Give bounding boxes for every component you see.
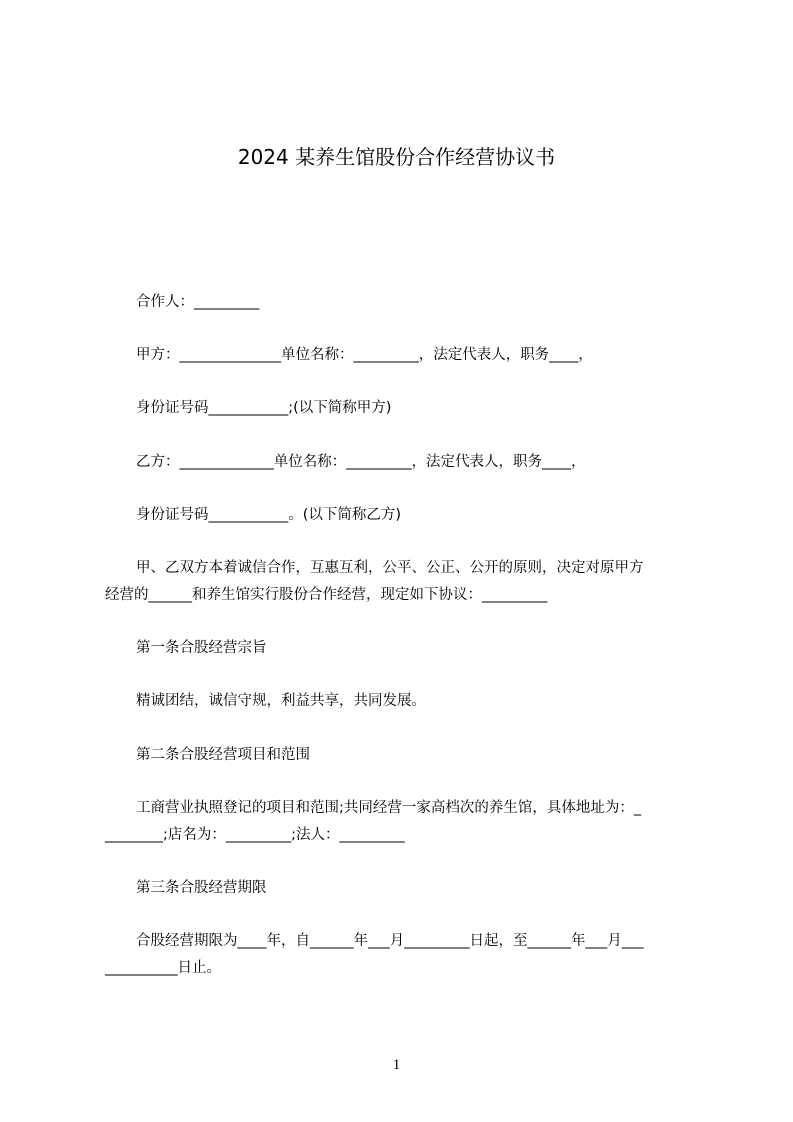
document-title: 2024 某养生馆股份合作经营协议书 xyxy=(237,145,556,169)
party-b-id-line: 身份证号码___________。(以下简称乙方) xyxy=(136,507,402,523)
party-b-line: 乙方：_____________单位名称：_________，法定代表人，职务____， xyxy=(136,454,586,470)
page-number: 1 xyxy=(392,1057,401,1073)
article-1-title: 第一条合股经营宗旨 xyxy=(136,640,267,656)
article-3-title: 第三条合股经营期限 xyxy=(136,880,267,896)
party-a-id-line: 身份证号码___________;(以下简称甲方) xyxy=(136,400,392,416)
preamble-line-1: 甲、乙双方本着诚信合作，互惠互利，公平、公正、公开的原则，决定对原甲方 xyxy=(136,560,644,576)
preamble-line-2: 经营的______和养生馆实行股份合作经营，现定如下协议：_________ xyxy=(105,587,548,603)
article-1-body: 精诚团结，诚信守规，利益共享，共同发展。 xyxy=(136,693,426,709)
partners-line: 合作人：_________ xyxy=(136,294,260,310)
article-3-body-line-2: __________日止。 xyxy=(105,960,221,976)
article-3-body-line-1: 合股经营期限为____年，自______年___月_________日起，至______年___月___ xyxy=(136,933,644,949)
article-2-title: 第二条合股经营项目和范围 xyxy=(136,747,310,763)
article-2-body-line-1: 工商营业执照登记的项目和范围;共同经营一家高档次的养生馆，具体地址为：_ xyxy=(136,800,642,816)
party-a-line: 甲方：______________单位名称：_________，法定代表人，职务____， xyxy=(136,347,593,363)
article-2-body-line-2: ________;店名为：_________;法人：_________ xyxy=(105,827,405,843)
